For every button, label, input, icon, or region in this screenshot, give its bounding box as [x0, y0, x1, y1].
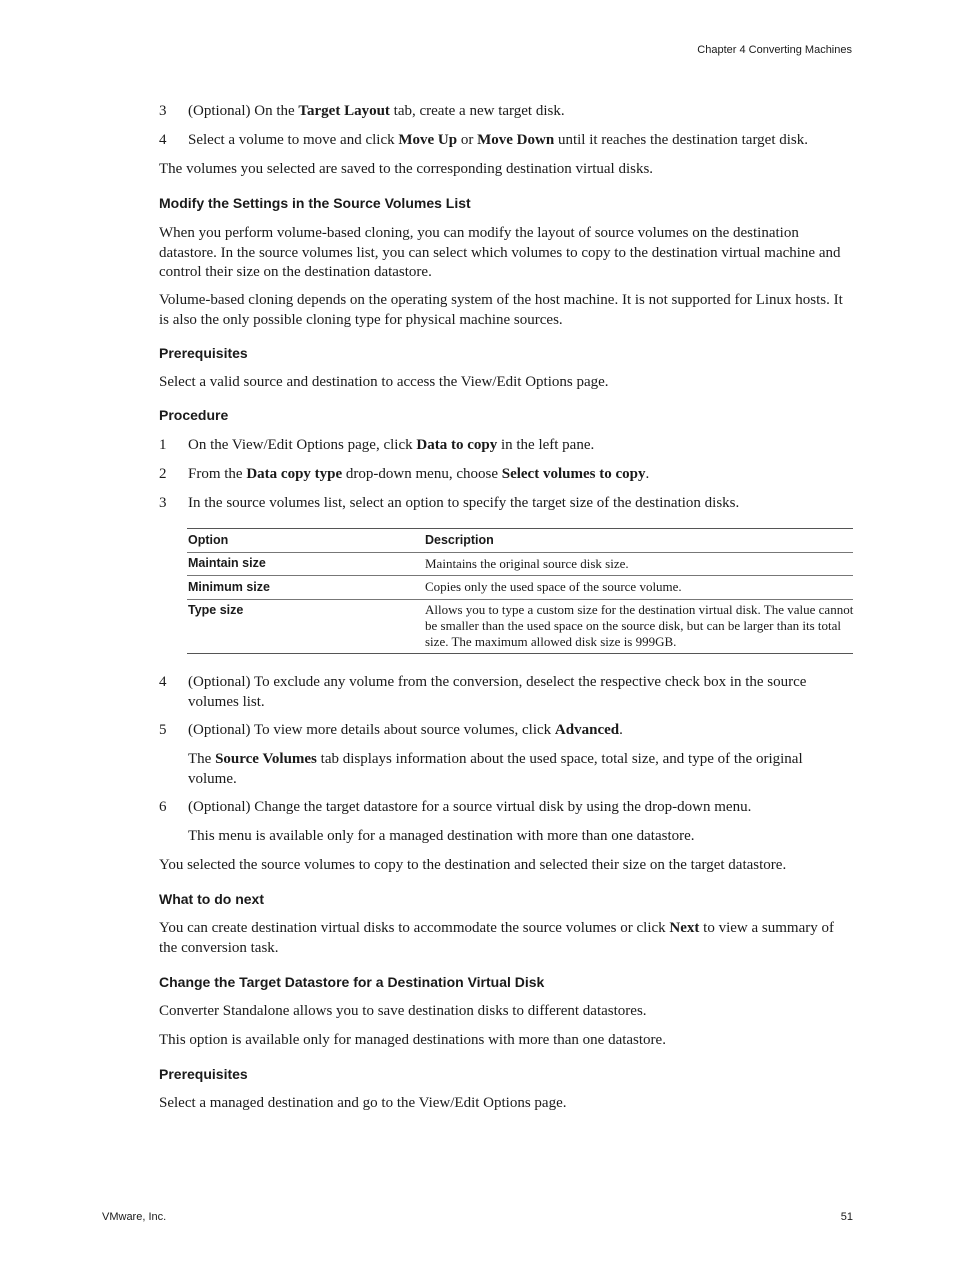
step-text: In the source volumes list, select an option to specify the target size of the destination disks. [188, 495, 740, 511]
step-detail: The Source Volumes tab displays information about the used space, total size, and type of the original volume. [188, 751, 803, 787]
step-text: From the Data copy type drop-down menu, choose Select volumes to copy. [188, 466, 650, 482]
prerequisites-heading: Prerequisites [159, 345, 248, 361]
table-rule [187, 599, 853, 600]
step-number: 4 [159, 132, 167, 148]
paragraph: Converter Standalone allows you to save destination disks to different datastores. [159, 1003, 647, 1019]
step-number: 3 [159, 495, 167, 511]
step-number: 2 [159, 466, 167, 482]
table-rule [187, 653, 853, 654]
step-text: Select a volume to move and click Move Up or Move Down until it reaches the destination target disk. [188, 132, 809, 148]
table-header-description: Description [425, 533, 494, 547]
table-row-description: Maintains the original source disk size. [425, 556, 629, 571]
table-row-option: Minimum size [188, 580, 270, 594]
table-row-option: Type size [188, 603, 244, 617]
step-number: 6 [159, 799, 167, 815]
result-paragraph: You selected the source volumes to copy to the destination and selected their size on the target datastore. [159, 857, 787, 873]
table-row-option: Maintain size [188, 556, 266, 570]
paragraph: Volume-based cloning depends on the operating system of the host machine. It is not supported for Linux hosts. It is also the only possible cloning type for physical machine sources. [159, 292, 843, 328]
table-rule [187, 575, 853, 576]
step-text: (Optional) To exclude any volume from the conversion, deselect the respective check box in the source volumes list. [188, 674, 807, 710]
table-header-option: Option [188, 533, 229, 547]
footer-company: VMware, Inc. [102, 1211, 167, 1223]
table-rule [187, 528, 853, 529]
step-text: On the View/Edit Options page, click Data to copy in the left pane. [188, 437, 595, 453]
step-number: 4 [159, 674, 167, 690]
step-text: (Optional) Change the target datastore for a source virtual disk by using the drop-down menu. [188, 799, 752, 815]
paragraph: When you perform volume-based cloning, you can modify the layout of source volumes on the destination datastore. In the source volumes list, you can select which volumes to copy to the destination virtual machine and control their size on the destination datastore. [159, 225, 841, 280]
step-number: 1 [159, 437, 167, 453]
table-row-description: Allows you to type a custom size for the destination virtual disk. The value cannot be smaller than the used space on the source disk, but can be larger than its total size. The maximum allowed disk size is 999GB. [425, 602, 854, 649]
paragraph: This option is available only for managed destinations with more than one datastore. [159, 1032, 666, 1048]
table-rule [187, 552, 853, 553]
step-number: 5 [159, 722, 167, 738]
result-paragraph: The volumes you selected are saved to the corresponding destination virtual disks. [159, 161, 654, 177]
prerequisites-text: Select a valid source and destination to access the View/Edit Options page. [159, 374, 609, 390]
procedure-heading: Procedure [159, 407, 229, 423]
section-heading: Change the Target Datastore for a Destination Virtual Disk [159, 974, 545, 990]
page-number: 51 [840, 1211, 853, 1223]
step-detail: This menu is available only for a managed destination with more than one datastore. [188, 828, 695, 844]
step-text: (Optional) On the Target Layout tab, create a new target disk. [188, 103, 565, 119]
prerequisites-text: Select a managed destination and go to the View/Edit Options page. [159, 1095, 567, 1111]
next-steps-text: You can create destination virtual disks to accommodate the source volumes or click Next to view a summary of the conversion task. [159, 920, 834, 956]
next-steps-heading: What to do next [159, 891, 264, 907]
step-text: (Optional) To view more details about source volumes, click Advanced. [188, 722, 623, 738]
prerequisites-heading: Prerequisites [159, 1066, 248, 1082]
step-number: 3 [159, 103, 167, 119]
section-heading: Modify the Settings in the Source Volumes List [159, 195, 471, 211]
table-row-description: Copies only the used space of the source volume. [425, 579, 682, 594]
running-header: Chapter 4 Converting Machines [697, 44, 852, 56]
